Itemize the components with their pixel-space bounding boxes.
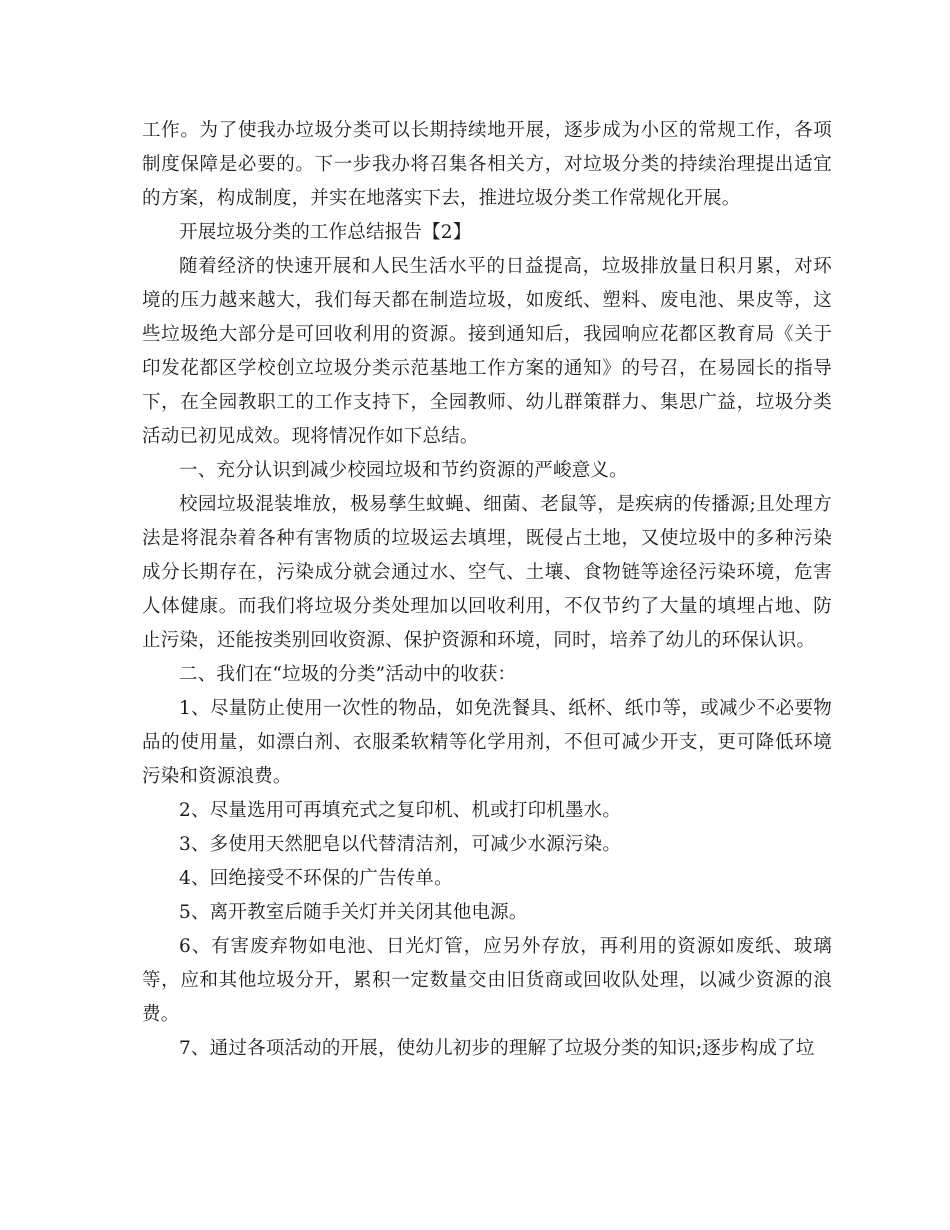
list-item: 1、尽量防止使用一次性的物品，如免洗餐具、纸杯、纸巾等，或减少不必要物品的使用量，如漂白剂、衣服柔软精等化学用剂，不但可减少开支，更可降低环境污染和资源浪费。 xyxy=(142,698,832,787)
paragraph: 校园垃圾混装堆放，极易孳生蚊蝇、细菌、老鼠等，是疾病的传播源;且处理方法是将混杂着各种有害物质的垃圾运去填埋，既侵占土地，又使垃圾中的多种污染成分长期存在，污染成分就会通过水、空气、土壤、食物链等途径污染环境，危害人体健康。而我们将垃圾分类处理加以回收利用，不仅节约了大量的填埋占地、防止污染，还能按类别回收资源、保护资源和环境，同时，培养了幼儿的环保认识。 xyxy=(142,494,832,651)
list-item: 4、回绝接受不环保的广告传单。 xyxy=(179,868,453,889)
list-item: 5、离开教室后随手关灯并关闭其他电源。 xyxy=(179,902,528,923)
subheading: 二、我们在“垃圾的分类”活动中的收获： xyxy=(179,664,517,685)
paragraph: 工作。为了使我办垃圾分类可以长期持续地开展，逐步成为小区的常规工作，各项制度保障是必要的。下一步我办将召集各相关方，对垃圾分类的持续治理提出适宜的方案，构成制度，并实在地落实下去，推进垃圾分类工作常规化开展。 xyxy=(142,120,832,209)
list-item: 6、有害废弃物如电池、日光灯管，应另外存放，再利用的资源如废纸、玻璃等，应和其他垃圾分开，累积一定数量交由旧货商或回收队处理，以减少资源的浪费。 xyxy=(142,936,832,1025)
section-heading: 开展垃圾分类的工作总结报告【2】 xyxy=(179,222,472,243)
list-item: 7、通过各项活动的开展，使幼儿初步的理解了垃圾分类的知识;逐步构成了垃 xyxy=(179,1038,815,1059)
list-item: 3、多使用天然肥皂以代替清洁剂，可减少水源污染。 xyxy=(179,834,622,855)
document-body xyxy=(142,114,832,1066)
paragraph: 随着经济的快速开展和人民生活水平的日益提高，垃圾排放量日积月累，对环境的压力越来越大，我们每天都在制造垃圾，如废纸、塑料、废电池、果皮等，这些垃圾绝大部分是可回收利用的资源。接到通知后，我园响应花都区教育局《关于印发花都区学校创立垃圾分类示范基地工作方案的通知》的号召，在易园长的指导下，在全园教职工的工作支持下，全园教师、幼儿群策群力、集思广益，垃圾分类活动已初见成效。现将情况作如下总结。 xyxy=(142,256,832,447)
list-item: 2、尽量选用可再填充式之复印机、机或打印机墨水。 xyxy=(179,800,622,821)
subheading: 一、充分认识到减少校园垃圾和节约资源的严峻意义。 xyxy=(179,460,628,481)
